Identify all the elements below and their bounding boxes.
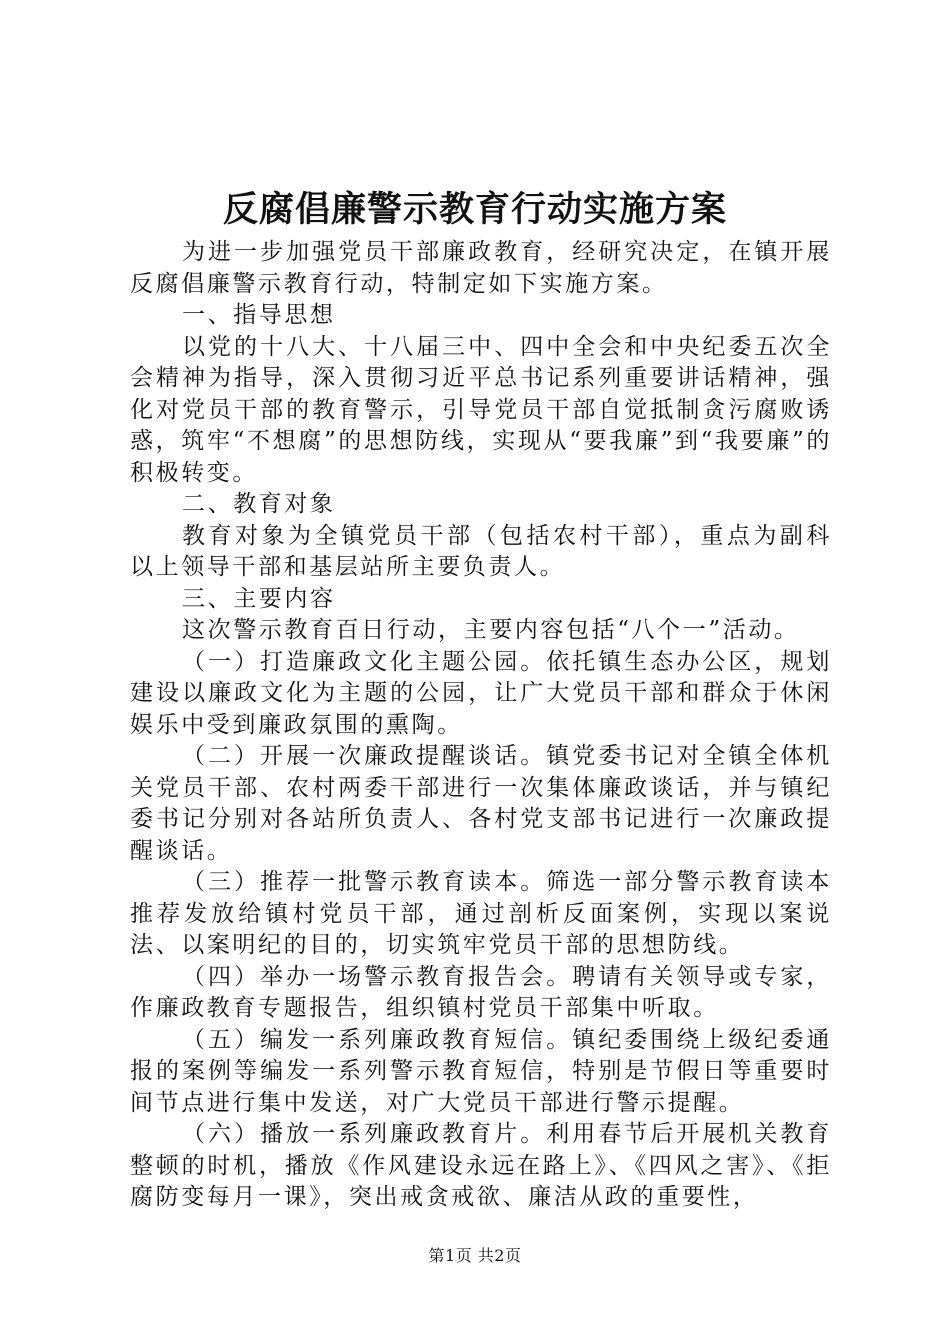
document-body (130, 237, 832, 1214)
paragraph-guiding-thought: 以党的十八大、十八届三中、四中全会和中央纪委五次全会精神为指导，深入贯彻习近平总书记系列重要讲话精神，强化对党员干部的教育警示，引导党员干部自觉抵制贪污腐败诱惑，筑牢“不想腐”的思想防线，实现从“要我廉”到“我要廉”的积极转变。 (130, 333, 832, 486)
section-heading-education-target: 二、教育对象 (182, 491, 336, 517)
page-number-footer: 第1页 共2页 (428, 1246, 522, 1265)
list-item-2: （二）开展一次廉政提醒谈话。镇党委书记对全镇全体机关党员干部、农村两委干部进行一次集体廉政谈话，并与镇纪委书记分别对各站所负责人、各村党支部书记进行一次廉政提醒谈话。 (130, 743, 832, 864)
list-item-3: （三）推荐一批警示教育读本。筛选一部分警示教育读本推荐发放给镇村党员干部，通过剖析反面案例，实现以案说法、以案明纪的目的，切实筑牢党员干部的思想防线。 (130, 869, 832, 958)
list-item-6: （六）播放一系列廉政教育片。利用春节后开展机关教育整顿的时机，播放《作风建设永远在路上》、《四风之害》、《拒腐防变每月一课》，突出戒贪戒欲、廉洁从政的重要性， (130, 1121, 832, 1210)
section-heading-guiding-thought: 一、指导思想 (182, 302, 336, 328)
section-heading-main-content: 三、主要内容 (182, 585, 336, 612)
document-title: 反腐倡廉警示教育行动实施方案 (222, 189, 727, 230)
paragraph-education-target: 教育对象为全镇党员干部（包括农村干部），重点为副科以上领导干部和基层站所主要负责人。 (130, 522, 832, 580)
list-item-1: （一）打造廉政文化主题公园。依托镇生态办公区，规划建设以廉政文化为主题的公园，让广大党员干部和群众于休闲娱乐中受到廉政氛围的熏陶。 (130, 648, 832, 738)
paragraph-main-content-intro: 这次警示教育百日行动，主要内容包括“八个一”活动。 (182, 617, 800, 643)
paragraph-intro: 为进一步加强党员干部廉政教育，经研究决定，在镇开展反腐倡廉警示教育行动，特制定如下实施方案。 (130, 239, 832, 297)
list-item-5: （五）编发一系列廉政教育短信。镇纪委围绕上级纪委通报的案例等编发一系列警示教育短信，特别是节假日等重要时间节点进行集中发送，对广大党员干部进行警示提醒。 (130, 1026, 832, 1116)
list-item-4: （四）举办一场警示教育报告会。聘请有关领导或专家，作廉政教育专题报告，组织镇村党员干部集中听取。 (130, 963, 832, 1021)
